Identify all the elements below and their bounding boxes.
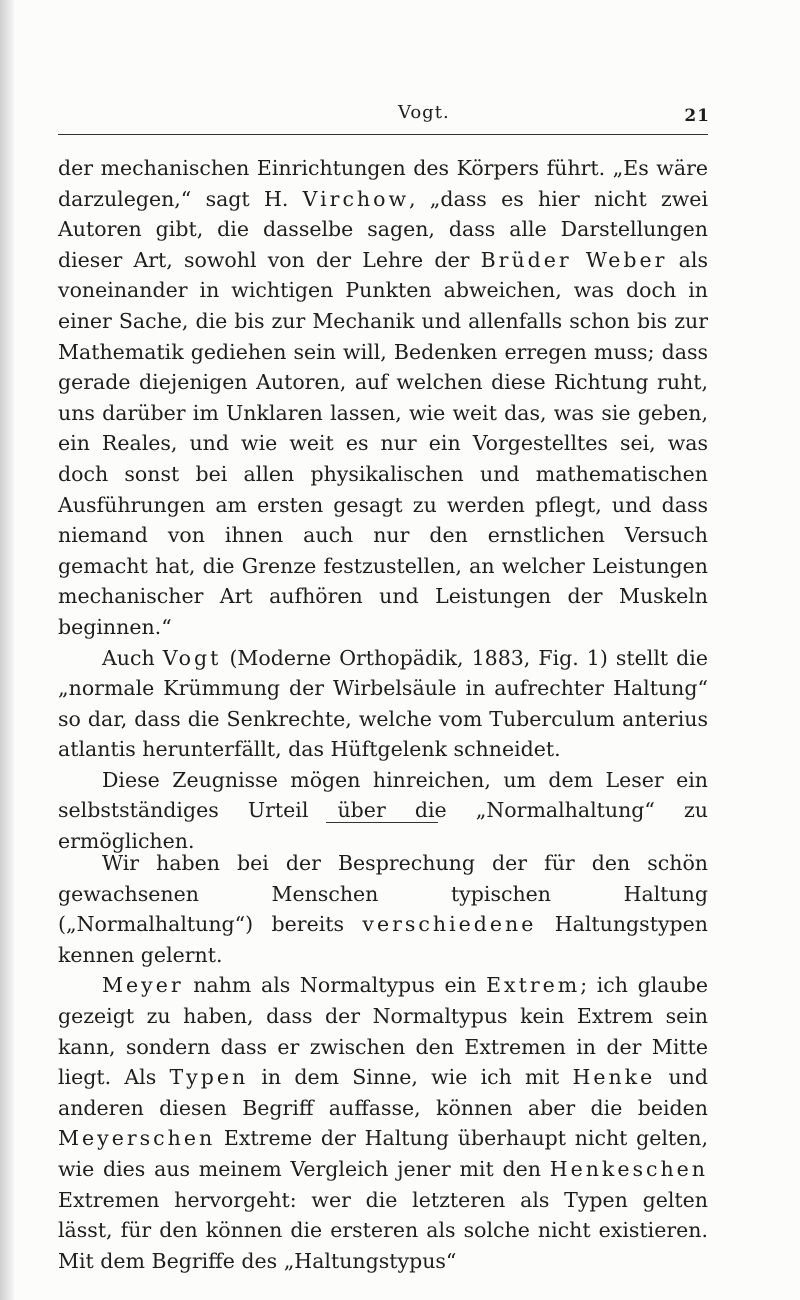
paragraph-meyer: Meyer nahm als Normaltypus ein Extrem; ich glaube gezeigt zu haben, dass der Normaltypus kein Extrem sein kann, sondern dass er zwischen den Extremen in der Mitte liegt. Als Typen in dem Sinne, wie ich mit Henke und anderen diesen Begriff auffasse, können aber die beiden Meyerschen Extreme der Haltung überhaupt nicht gelten, wie dies aus meinem Vergleich jener mit den Henkeschen Extremen hervorgeht: wer die letzteren als Typen gelten lässt, für den können die ersteren als solche nicht existieren. Mit dem Begriffe des „Haltungstypus“	[58, 973, 708, 1273]
section-divider	[326, 822, 438, 823]
author-name-virchow: Virchow	[302, 186, 410, 211]
author-name-vogt: Vogt	[162, 645, 222, 670]
author-name-meyerschen: Meyerschen	[58, 1126, 216, 1151]
paragraph-conclusion: Diese Zeugnisse mögen hinreichen, um dem Leser ein selbstständiges Urteil über die „Normalhaltung“ zu ermöglichen.	[58, 767, 708, 854]
header-rule	[58, 134, 708, 135]
paragraph-vogt: Auch Vogt (Moderne Orthopädik, 1883, Fig. 1) stellt die „normale Krümmung der Wirbelsäule in aufrechter Haltung“ so dar, dass die Senkrechte, welche vom Tuberculum anterius atlantis herunterfällt, das Hüftgelenk schneidet.	[58, 645, 708, 762]
author-name-henke: Henke	[572, 1065, 656, 1090]
emphasis-typen: Typen	[169, 1065, 249, 1090]
section-1	[58, 153, 708, 857]
paragraph-haltungstypen: Wir haben bei der Besprechung der für den schön gewachsenen Menschen typischen Haltung („Normalhaltung“) bereits verschiedene Haltungstypen kennen gelernt.	[58, 851, 708, 967]
running-title: Vogt.	[398, 102, 450, 123]
section-2	[58, 848, 708, 1276]
emphasis-extrem: Extrem	[486, 973, 581, 998]
author-name-henkeschen: Henkeschen	[549, 1156, 708, 1181]
page-number: 21	[684, 106, 710, 126]
author-name-weber: Brüder Weber	[480, 247, 668, 272]
emphasis-verschiedene: verschiedene	[362, 912, 537, 937]
author-name-meyer: Meyer	[102, 973, 184, 998]
paragraph-quote-continuation: der mechanischen Einrichtungen des Körpers führt. „Es wäre darzulegen,“ sagt H. Virchow, „dass es hier nicht zwei Autoren gibt, die dasselbe sagen, dass alle Darstellungen dieser Art, sowohl von der Lehre der Brüder Weber als voneinander in wichtigen Punkten abweichen, was doch in einer Sache, die bis zur Mechanik und allenfalls schon bis zur Mathematik gediehen sein will, Bedenken erregen muss; dass gerade diejenigen Autoren, auf welchen diese Richtung ruht, uns darüber im Unklaren lassen, wie weit das, was sie geben, ein Reales, und wie weit es nur ein Vorgestelltes sei, was doch sonst bei allen physikalischen und mathematischen Ausführungen am ersten gesagt zu werden pflegt, und dass niemand von ihnen auch nur den ernstlichen Versuch gemacht hat, die Grenze festzustellen, an welcher Leistungen mechanischer Art aufhören und Leistungen der Muskeln beginnen.“	[58, 156, 708, 639]
page-header	[58, 100, 708, 132]
